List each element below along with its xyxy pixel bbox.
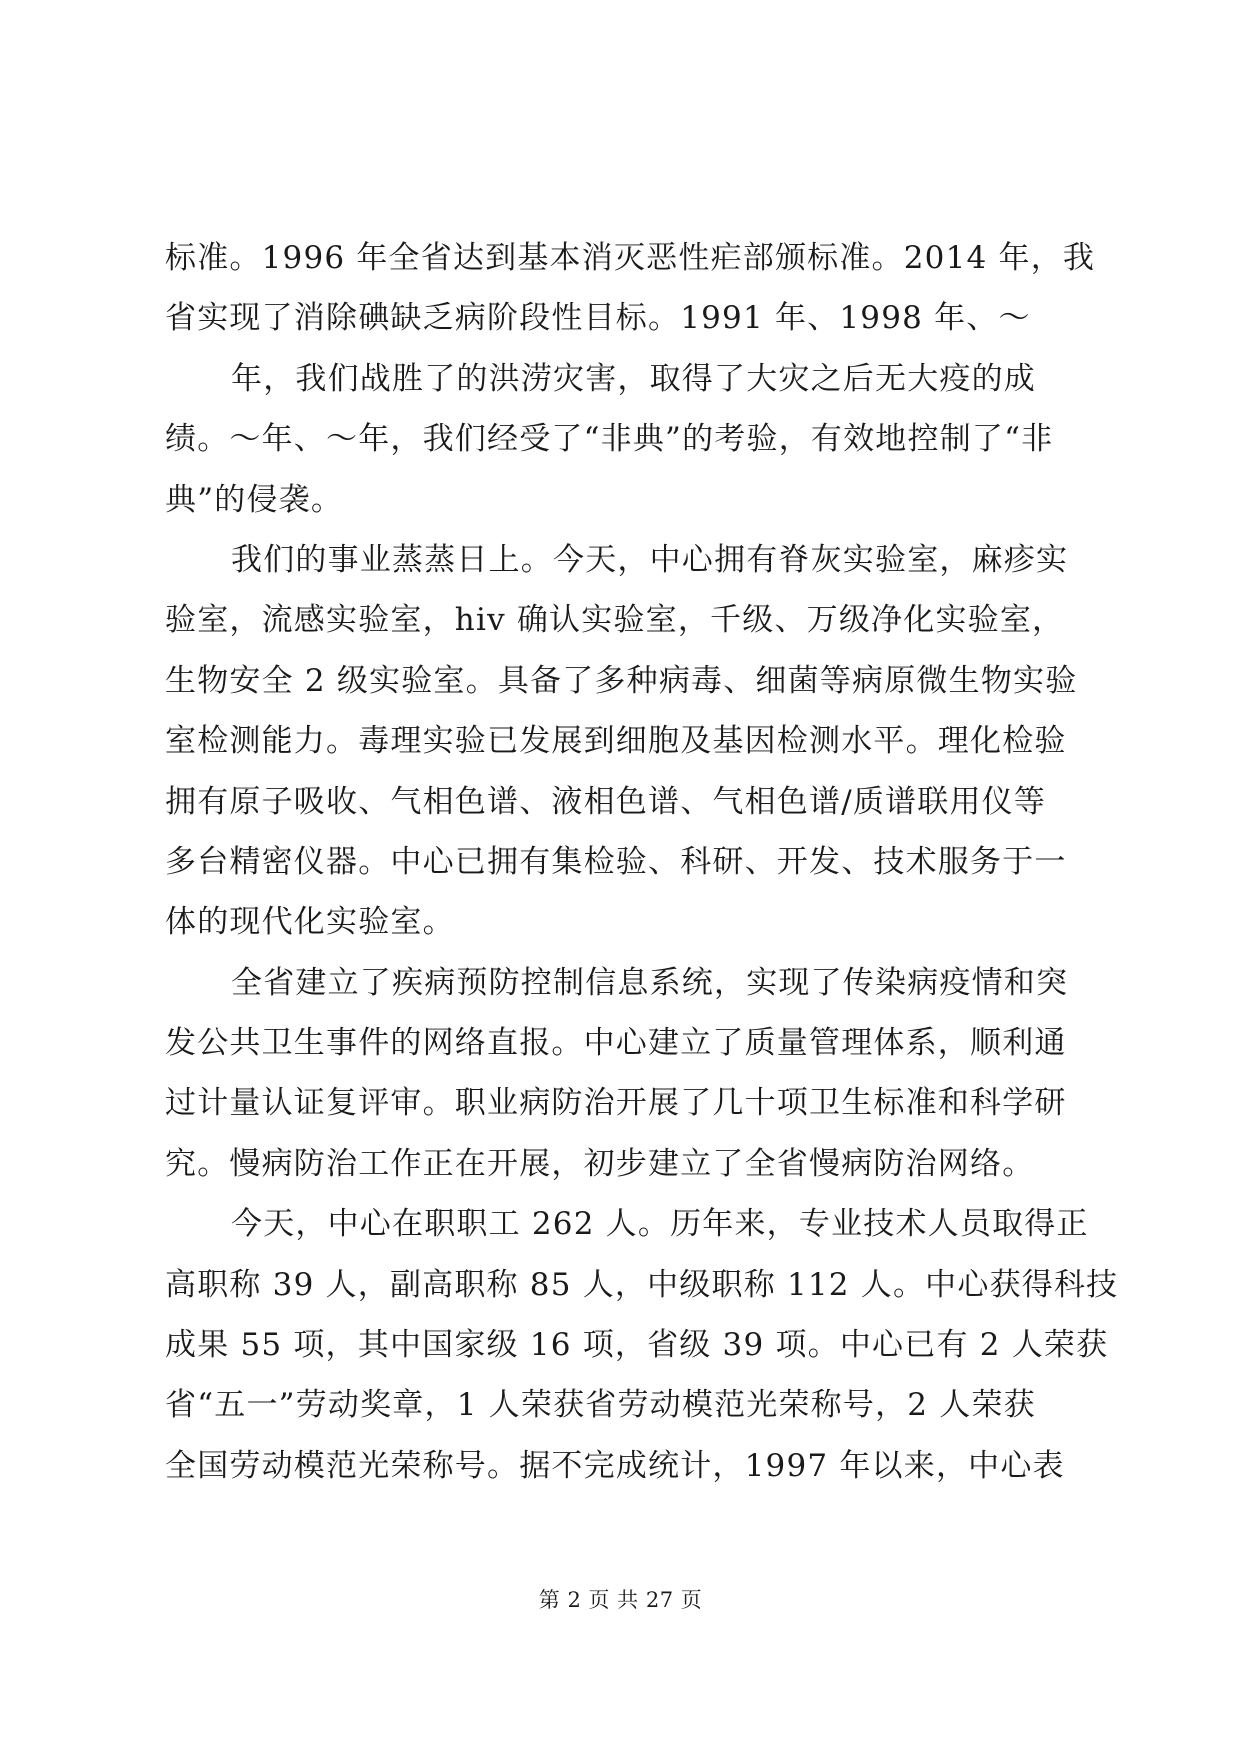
text-line: 高职称 39 人，副高职称 85 人，中级职称 112 人。中心获得科技 <box>165 1266 1119 1303</box>
text-line: 全国劳动模范光荣称号。据不完成统计，1997 年以来，中心表 <box>165 1447 1065 1484</box>
text-line: 生物安全 2 级实验室。具备了多种病毒、细菌等病原微生物实验 <box>165 662 1078 699</box>
text-line: 拥有原子吸收、气相色谱、液相色谱、气相色谱/质谱联用仪等 <box>165 783 1047 820</box>
text-line: 究。慢病防治工作正在开展，初步建立了全省慢病防治网络。 <box>165 1145 1035 1182</box>
text-line: 发公共卫生事件的网络直报。中心建立了质量管理体系，顺利通 <box>165 1025 1067 1062</box>
document-body <box>165 228 1119 1496</box>
text-line: 典”的侵袭。 <box>165 481 344 518</box>
text-line: 省“五一”劳动奖章，1 人荣获省劳动模范光荣称号，2 人荣获 <box>165 1387 1036 1424</box>
text-line: 室检测能力。毒理实验已发展到细胞及基因检测水平。理化检验 <box>165 723 1067 760</box>
text-line: 绩。～年、～年，我们经受了“非典”的考验，有效地控制了“非 <box>165 421 1054 458</box>
text-line: 多台精密仪器。中心已拥有集检验、科研、开发、技术服务于一 <box>165 843 1067 880</box>
page-number-footer: 第 2 页 共 27 页 <box>538 1588 703 1612</box>
paragraph-start-line: 今天，中心在职职工 262 人。历年来，专业技术人员取得正 <box>231 1206 1089 1243</box>
paragraph-start-line: 全省建立了疾病预防控制信息系统，实现了传染病疫情和突 <box>231 964 1069 1001</box>
text-line: 成果 55 项，其中国家级 16 项，省级 39 项。中心已有 2 人荣获 <box>165 1327 1109 1364</box>
text-line: 验室，流感实验室，hiv 确认实验室，千级、万级净化实验室， <box>165 602 1065 639</box>
text-line: 体的现代化实验室。 <box>165 904 455 941</box>
text-line: 标准。1996 年全省达到基本消灭恶性疟部颁标准。2014 年，我 <box>165 240 1096 276</box>
paragraph-start-line: 我们的事业蒸蒸日上。今天，中心拥有脊灰实验室，麻疹实 <box>231 541 1069 578</box>
text-line: 过计量认证复评审。职业病防治开展了几十项卫生标准和科学研 <box>165 1085 1067 1122</box>
paragraph-start-line: 年，我们战胜了的洪涝灾害，取得了大灾之后无大疫的成 <box>231 360 1036 397</box>
text-line: 省实现了消除碘缺乏病阶段性目标。1991 年、1998 年、～ <box>165 300 1031 337</box>
